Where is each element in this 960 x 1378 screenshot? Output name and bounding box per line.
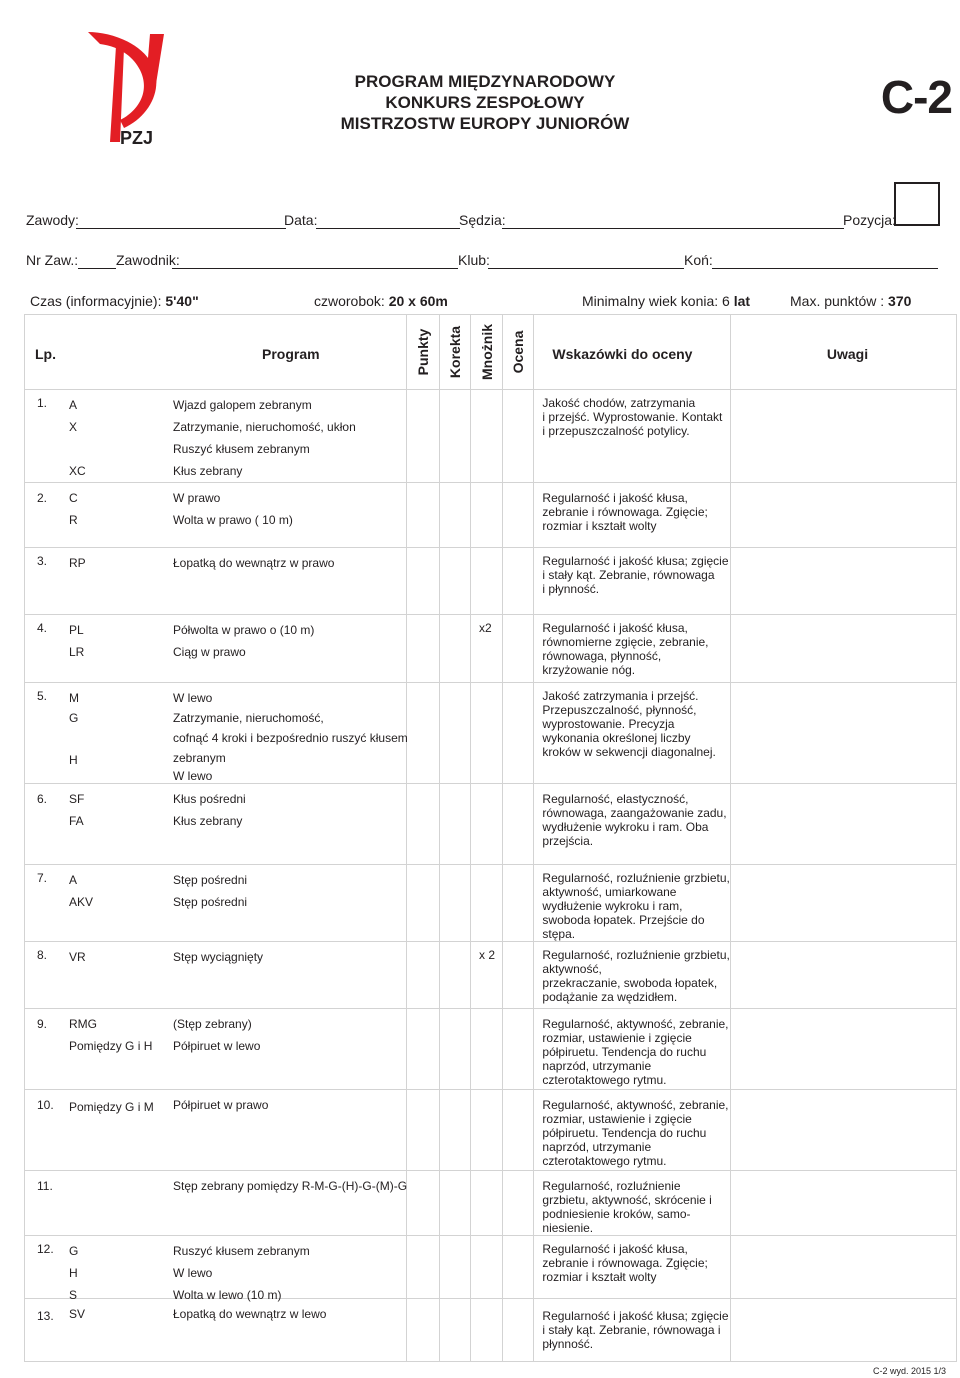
uwagi-cell[interactable] bbox=[730, 483, 956, 548]
scoring-table bbox=[24, 314, 957, 1362]
program-cell bbox=[25, 784, 407, 865]
remark-line: zebranie i równowaga. Zgięcie; bbox=[542, 505, 708, 519]
czworobok-label: czworobok: bbox=[314, 293, 389, 309]
remark-line: wydłużenie wykroku i ram, bbox=[542, 899, 683, 913]
movement: cofnąć 4 kroki i bezpośrednio ruszyć kłusem bbox=[173, 731, 408, 745]
program-cell bbox=[25, 1090, 407, 1171]
label-pozycja: Pozycja: bbox=[843, 212, 896, 228]
pzj-logo bbox=[80, 24, 180, 154]
ocena-cell[interactable] bbox=[502, 615, 534, 683]
header-mnoznik: Mnożnik bbox=[478, 324, 495, 380]
uwagi-cell[interactable] bbox=[730, 1236, 956, 1299]
header-punkty-cell bbox=[407, 315, 440, 390]
remark-line: przejścia. bbox=[542, 834, 594, 848]
title-line-1: PROGRAM MIĘDZYNARODOWY bbox=[354, 72, 616, 91]
header-korekta-cell bbox=[439, 315, 471, 390]
info-czas bbox=[30, 293, 199, 309]
header-ocena-cell bbox=[502, 315, 534, 390]
label-zawody: Zawody: bbox=[26, 212, 79, 228]
remark-line: i płynność. bbox=[542, 582, 600, 596]
remark-line: niesienie. bbox=[542, 1221, 594, 1235]
movement: Kłus zebrany bbox=[173, 464, 243, 478]
table-body bbox=[25, 390, 957, 1362]
arena-point: XC bbox=[69, 464, 86, 478]
movement: Półwolta w prawo o (10 m) bbox=[173, 623, 315, 637]
info-max bbox=[790, 293, 911, 309]
uwagi-cell[interactable] bbox=[730, 1171, 956, 1236]
arena-point: R bbox=[69, 513, 78, 527]
remark-line: zebranie i równowaga. Zgięcie; bbox=[542, 1256, 708, 1270]
mnoznik-cell[interactable] bbox=[471, 483, 503, 548]
program-cell bbox=[25, 942, 496, 1009]
table-row bbox=[25, 1299, 957, 1362]
mnoznik-cell[interactable] bbox=[471, 784, 503, 865]
wskazowki-cell bbox=[534, 615, 730, 683]
multiplier: x2 bbox=[479, 621, 492, 635]
punkty-cell[interactable] bbox=[407, 1090, 440, 1171]
header-lp-program bbox=[25, 315, 407, 390]
table-row bbox=[25, 1171, 957, 1236]
wskazowki-cell bbox=[534, 1009, 730, 1090]
wskazowki-cell bbox=[534, 865, 730, 942]
remark-line: Regularność, rozluźnienie grzbietu, bbox=[542, 948, 730, 962]
remark-line: czterotaktowego rytmu. bbox=[542, 1154, 667, 1168]
program-cell bbox=[25, 615, 492, 683]
program-cell bbox=[25, 683, 407, 784]
wskazowki-cell bbox=[534, 784, 730, 865]
punkty-cell[interactable] bbox=[407, 942, 440, 1009]
label-data: Data: bbox=[284, 212, 318, 228]
arena-point: X bbox=[69, 420, 78, 434]
remark-line: krzyżowanie nóg. bbox=[542, 663, 636, 677]
punkty-cell[interactable] bbox=[407, 1171, 440, 1236]
ocena-cell[interactable] bbox=[502, 1009, 534, 1090]
label-kon: Koń: bbox=[684, 252, 713, 268]
remark-line: naprzód, utrzymanie bbox=[542, 1059, 652, 1073]
remark-line: i przepuszczalność potylicy. bbox=[542, 424, 690, 438]
remark-line: rozmiar, ustawienie i zgięcie bbox=[542, 1031, 692, 1045]
table-row bbox=[25, 548, 957, 615]
uwagi-cell[interactable] bbox=[730, 942, 956, 1009]
remark-line: podniesienie kroków, samo- bbox=[542, 1207, 691, 1221]
remark-line: Przepuszczalność, płynność, bbox=[542, 703, 697, 717]
remark-line: aktywność, bbox=[542, 962, 602, 976]
korekta-cell[interactable] bbox=[439, 683, 471, 784]
remark-line: równomierne zgięcie, zebranie, bbox=[542, 635, 709, 649]
row-number: 11. bbox=[37, 1179, 53, 1193]
arena-point: LR bbox=[69, 645, 85, 659]
row-number: 10. bbox=[37, 1098, 54, 1112]
wskazowki-cell bbox=[534, 548, 730, 615]
wskazowki-cell bbox=[534, 942, 730, 1009]
program-cell bbox=[25, 1236, 407, 1302]
movement: W lewo bbox=[173, 1266, 213, 1280]
movement: Stęp pośredni bbox=[173, 873, 248, 887]
remark-line: rozmiar i kształt wolty bbox=[542, 1270, 657, 1284]
arena-point: C bbox=[69, 491, 78, 505]
remark-line: Regularność i jakość kłusa; zgięcie bbox=[542, 1309, 729, 1323]
ocena-cell[interactable] bbox=[502, 1299, 534, 1362]
remark-line: Regularność, elastyczność, bbox=[542, 792, 689, 806]
arena-point: VR bbox=[69, 950, 86, 964]
korekta-cell[interactable] bbox=[439, 615, 471, 683]
czas-value: 5'40" bbox=[165, 293, 199, 309]
arena-point: S bbox=[69, 1288, 78, 1302]
mnoznik-cell[interactable] bbox=[471, 865, 503, 942]
test-code: C-2 bbox=[880, 71, 952, 123]
punkty-cell[interactable] bbox=[407, 548, 440, 615]
row-number: 1. bbox=[37, 396, 48, 410]
movement: Ciąg w prawo bbox=[173, 645, 246, 659]
header-mnoznik-cell bbox=[471, 315, 503, 390]
wskazowki-cell bbox=[534, 683, 730, 784]
movement: Półpiruet w prawo bbox=[173, 1098, 269, 1112]
korekta-cell[interactable] bbox=[439, 784, 471, 865]
table-row bbox=[25, 784, 957, 865]
row-number: 12. bbox=[37, 1242, 54, 1256]
remark-line: grzbietu, aktywność, skrócenie i bbox=[542, 1193, 712, 1207]
punkty-cell[interactable] bbox=[407, 865, 440, 942]
table-row bbox=[25, 942, 957, 1009]
czas-label: Czas (informacyjnie): bbox=[30, 293, 166, 309]
row-number: 6. bbox=[37, 792, 48, 806]
arena-point: M bbox=[69, 691, 79, 705]
remark-line: rozmiar i kształt wolty bbox=[542, 519, 657, 533]
program-cell bbox=[25, 390, 407, 483]
punkty-cell[interactable] bbox=[407, 483, 440, 548]
punkty-cell[interactable] bbox=[407, 1009, 440, 1090]
remark-line: wydłużenie wykroku i ram. Oba bbox=[542, 820, 709, 834]
remark-line: Regularność, rozluźnienie bbox=[542, 1179, 681, 1193]
title-line-3: MISTRZOSTW EUROPY JUNIORÓW bbox=[340, 114, 630, 133]
remark-line: Regularność, aktywność, zebranie, bbox=[542, 1098, 729, 1112]
korekta-cell[interactable] bbox=[439, 1009, 471, 1090]
info-czworobok bbox=[314, 293, 448, 309]
korekta-cell[interactable] bbox=[439, 942, 471, 1009]
uwagi-cell[interactable] bbox=[730, 548, 956, 615]
movement: Łopatką do wewnątrz w lewo bbox=[173, 1307, 327, 1321]
uwagi-cell[interactable] bbox=[730, 784, 956, 865]
remark-line: Regularność i jakość kłusa, bbox=[542, 621, 688, 635]
label-klub: Klub: bbox=[458, 252, 490, 268]
remark-line: i stały kąt. Zebranie, równowaga i bbox=[542, 1323, 721, 1337]
table-row bbox=[25, 483, 957, 548]
remark-line: wyprostowanie. Precyzja bbox=[542, 717, 675, 731]
uwagi-cell[interactable] bbox=[730, 1090, 956, 1171]
remark-line: Regularność, aktywność, zebranie, bbox=[542, 1017, 729, 1031]
movement: Półpiruet w lewo bbox=[173, 1039, 261, 1053]
arena-point: H bbox=[69, 753, 78, 767]
remark-line: swoboda łopatek. Przejście do bbox=[542, 913, 705, 927]
header-uwagi: Uwagi bbox=[826, 346, 869, 362]
ocena-cell[interactable] bbox=[502, 390, 534, 483]
movement: Stęp zebrany pomiędzy R-M-G-(H)-G-(M)-G bbox=[173, 1179, 408, 1193]
header-wskazowki: Wskazówki do oceny bbox=[552, 346, 693, 362]
czworobok-value: 20 x 60m bbox=[388, 293, 448, 309]
movement: Wolta w prawo ( 10 m) bbox=[173, 513, 293, 527]
uwagi-cell[interactable] bbox=[730, 865, 956, 942]
remark-line: półpiruetu. Tendencja do ruchu bbox=[542, 1126, 707, 1140]
remark-line: podążanie za wędzidłem. bbox=[542, 990, 678, 1004]
korekta-cell[interactable] bbox=[439, 1299, 471, 1362]
header-lp: Lp. bbox=[35, 346, 56, 362]
row-number: 13. bbox=[37, 1309, 54, 1323]
input-kon[interactable] bbox=[712, 268, 938, 269]
ocena-cell[interactable] bbox=[502, 1090, 534, 1171]
row-number: 2. bbox=[37, 491, 48, 505]
ocena-cell[interactable] bbox=[502, 784, 534, 865]
row-number: 4. bbox=[37, 621, 48, 635]
wskazowki-cell bbox=[534, 390, 730, 483]
uwagi-cell[interactable] bbox=[730, 615, 956, 683]
wskazowki-cell bbox=[534, 1236, 730, 1299]
remark-line: kroków w sekwencji diagonalnej. bbox=[542, 745, 716, 759]
arena-point: G bbox=[69, 1244, 79, 1258]
table-row bbox=[25, 1236, 957, 1299]
arena-point: AKV bbox=[69, 895, 94, 909]
mnoznik-cell[interactable] bbox=[471, 548, 503, 615]
table-row bbox=[25, 390, 957, 483]
arena-point: SF bbox=[69, 792, 85, 806]
arena-point: A bbox=[69, 398, 78, 412]
max-label: Max. punktów : bbox=[790, 293, 889, 309]
remark-line: półpiruetu. Tendencja do ruchu bbox=[542, 1045, 707, 1059]
korekta-cell[interactable] bbox=[439, 1090, 471, 1171]
program-cell bbox=[25, 548, 407, 615]
header-uwagi-cell bbox=[730, 315, 956, 390]
title-line-2: KONKURS ZESPOŁOWY bbox=[385, 93, 585, 112]
arena-point: Pomiędzy G i M bbox=[69, 1100, 154, 1114]
movement: Kłus zebrany bbox=[173, 814, 243, 828]
row-number: 7. bbox=[37, 871, 48, 885]
input-sedzia[interactable] bbox=[502, 228, 844, 229]
korekta-cell[interactable] bbox=[439, 390, 471, 483]
movement: Łopatką do wewnątrz w prawo bbox=[173, 556, 335, 570]
ocena-cell[interactable] bbox=[502, 548, 534, 615]
uwagi-cell[interactable] bbox=[730, 1009, 956, 1090]
remark-line: czterotaktowego rytmu. bbox=[542, 1073, 667, 1087]
remark-line: i stały kąt. Zebranie, równowaga bbox=[542, 568, 715, 582]
label-sedzia: Sędzia: bbox=[459, 212, 506, 228]
uwagi-cell[interactable] bbox=[730, 390, 956, 483]
uwagi-cell[interactable] bbox=[730, 683, 956, 784]
table-row bbox=[25, 1009, 957, 1090]
movement: Stęp pośredni bbox=[173, 895, 248, 909]
ocena-cell[interactable] bbox=[502, 683, 534, 784]
arena-point: H bbox=[69, 1266, 78, 1280]
program-cell bbox=[25, 483, 407, 548]
wskazowki-cell bbox=[534, 1171, 730, 1236]
remark-line: równowaga, płynność, bbox=[542, 649, 662, 663]
mnoznik-cell[interactable] bbox=[471, 683, 503, 784]
wiek-label: Minimalny wiek konia: 6 bbox=[582, 293, 734, 309]
movement: Ruszyć kłusem zebranym bbox=[173, 442, 310, 456]
mnoznik-cell[interactable] bbox=[471, 1299, 503, 1362]
movement: Stęp wyciągnięty bbox=[173, 950, 264, 964]
logo-text: PZJ bbox=[120, 128, 154, 148]
arena-point: A bbox=[69, 873, 78, 887]
mnoznik-cell[interactable] bbox=[471, 1009, 503, 1090]
max-value: 370 bbox=[888, 293, 912, 309]
arena-point: FA bbox=[69, 814, 84, 828]
row-number: 5. bbox=[37, 689, 48, 703]
movement: Wolta w lewo (10 m) bbox=[173, 1288, 282, 1302]
table-row bbox=[25, 865, 957, 942]
movement: Wjazd galopem zebranym bbox=[173, 398, 312, 412]
header-ocena: Ocena bbox=[510, 330, 527, 374]
row-number: 8. bbox=[37, 948, 48, 962]
ocena-cell[interactable] bbox=[502, 865, 534, 942]
remark-line: przekraczanie, swoboda łopatek, bbox=[542, 976, 718, 990]
arena-point: Pomiędzy G i H bbox=[69, 1039, 153, 1053]
korekta-cell[interactable] bbox=[439, 865, 471, 942]
remark-line: stępa. bbox=[542, 927, 576, 941]
input-zawody[interactable] bbox=[76, 228, 286, 229]
korekta-cell[interactable] bbox=[439, 1236, 471, 1299]
table-row bbox=[25, 1090, 957, 1171]
label-zawodnik: Zawodnik: bbox=[116, 252, 180, 268]
remark-line: i przejść. Wyprostowanie. Kontakt bbox=[542, 410, 723, 424]
program-cell bbox=[25, 865, 407, 942]
remark-line: Regularność i jakość kłusa, bbox=[542, 1242, 688, 1256]
uwagi-cell[interactable] bbox=[730, 1299, 956, 1362]
movement: W lewo bbox=[173, 769, 213, 783]
movement: W lewo bbox=[173, 691, 213, 705]
remark-line: Jakość zatrzymania i przejść. bbox=[542, 689, 699, 703]
movement: zebranym bbox=[173, 751, 226, 765]
header-wskazowki-cell bbox=[534, 315, 730, 390]
input-nr-zaw[interactable] bbox=[78, 268, 116, 269]
table-header-row bbox=[25, 315, 957, 390]
wiek-value: lat bbox=[733, 293, 751, 309]
korekta-cell[interactable] bbox=[439, 548, 471, 615]
ocena-cell[interactable] bbox=[502, 942, 534, 1009]
remark-line: Jakość chodów, zatrzymania bbox=[542, 396, 696, 410]
header-korekta: Korekta bbox=[446, 325, 463, 379]
punkty-cell[interactable] bbox=[407, 1236, 440, 1299]
wskazowki-cell bbox=[534, 483, 730, 548]
remark-line: rozmiar, ustawienie i zgięcie bbox=[542, 1112, 692, 1126]
ocena-cell[interactable] bbox=[502, 483, 534, 548]
info-wiek bbox=[582, 293, 750, 309]
input-klub[interactable] bbox=[488, 268, 684, 269]
program-cell bbox=[25, 1009, 407, 1090]
program-cell bbox=[25, 1299, 407, 1362]
arena-point: RMG bbox=[69, 1017, 97, 1031]
table-row bbox=[25, 615, 957, 683]
header-program: Program bbox=[262, 346, 320, 362]
pozycja-box[interactable] bbox=[894, 182, 940, 226]
header-punkty: Punkty bbox=[414, 328, 431, 376]
korekta-cell[interactable] bbox=[439, 1171, 471, 1236]
remark-line: aktywność, umiarkowane bbox=[542, 885, 677, 899]
movement: Zatrzymanie, nieruchomość, ukłon bbox=[173, 420, 356, 434]
row-number: 3. bbox=[37, 554, 48, 568]
remark-line: płynność. bbox=[542, 1337, 594, 1351]
row-number: 9. bbox=[37, 1017, 48, 1031]
remark-line: naprzód, utrzymanie bbox=[542, 1140, 652, 1154]
ocena-cell[interactable] bbox=[502, 1236, 534, 1299]
footer: C-2 wyd. 2015 1/3 bbox=[872, 1366, 946, 1376]
korekta-cell[interactable] bbox=[439, 483, 471, 548]
remark-line: równowaga, zaangażowanie zadu, bbox=[542, 806, 727, 820]
punkty-cell[interactable] bbox=[407, 390, 440, 483]
arena-point: G bbox=[69, 711, 79, 725]
movement: Ruszyć kłusem zebranym bbox=[173, 1244, 310, 1258]
movement: Kłus pośredni bbox=[173, 792, 246, 806]
remark-line: Regularność i jakość kłusa; zgięcie bbox=[542, 554, 729, 568]
remark-line: Regularność i jakość kłusa, bbox=[542, 491, 688, 505]
punkty-cell[interactable] bbox=[407, 683, 440, 784]
mnoznik-cell[interactable] bbox=[471, 1171, 503, 1236]
label-nr-zaw: Nr Zaw.: bbox=[26, 252, 79, 268]
mnoznik-cell[interactable] bbox=[471, 1236, 503, 1299]
input-data[interactable] bbox=[316, 228, 460, 229]
punkty-cell[interactable] bbox=[407, 1299, 440, 1362]
movement: W prawo bbox=[173, 491, 221, 505]
ocena-cell[interactable] bbox=[502, 1171, 534, 1236]
arena-point: PL bbox=[69, 623, 84, 637]
mnoznik-cell[interactable] bbox=[471, 1090, 503, 1171]
mnoznik-cell[interactable] bbox=[471, 390, 503, 483]
arena-point: RP bbox=[69, 556, 86, 570]
punkty-cell[interactable] bbox=[407, 615, 440, 683]
wskazowki-cell bbox=[534, 1299, 730, 1362]
table-row bbox=[25, 683, 957, 784]
arena-point: SV bbox=[69, 1307, 86, 1321]
punkty-cell[interactable] bbox=[407, 784, 440, 865]
movement: Zatrzymanie, nieruchomość, bbox=[173, 711, 324, 725]
remark-line: wykonania określonej liczby bbox=[542, 731, 691, 745]
multiplier: x 2 bbox=[479, 948, 496, 962]
program-cell bbox=[25, 1171, 407, 1236]
input-zawodnik[interactable] bbox=[172, 268, 458, 269]
remark-line: Regularność, rozluźnienie grzbietu, bbox=[542, 871, 730, 885]
movement: (Stęp zebrany) bbox=[173, 1017, 252, 1031]
wskazowki-cell bbox=[534, 1090, 730, 1171]
